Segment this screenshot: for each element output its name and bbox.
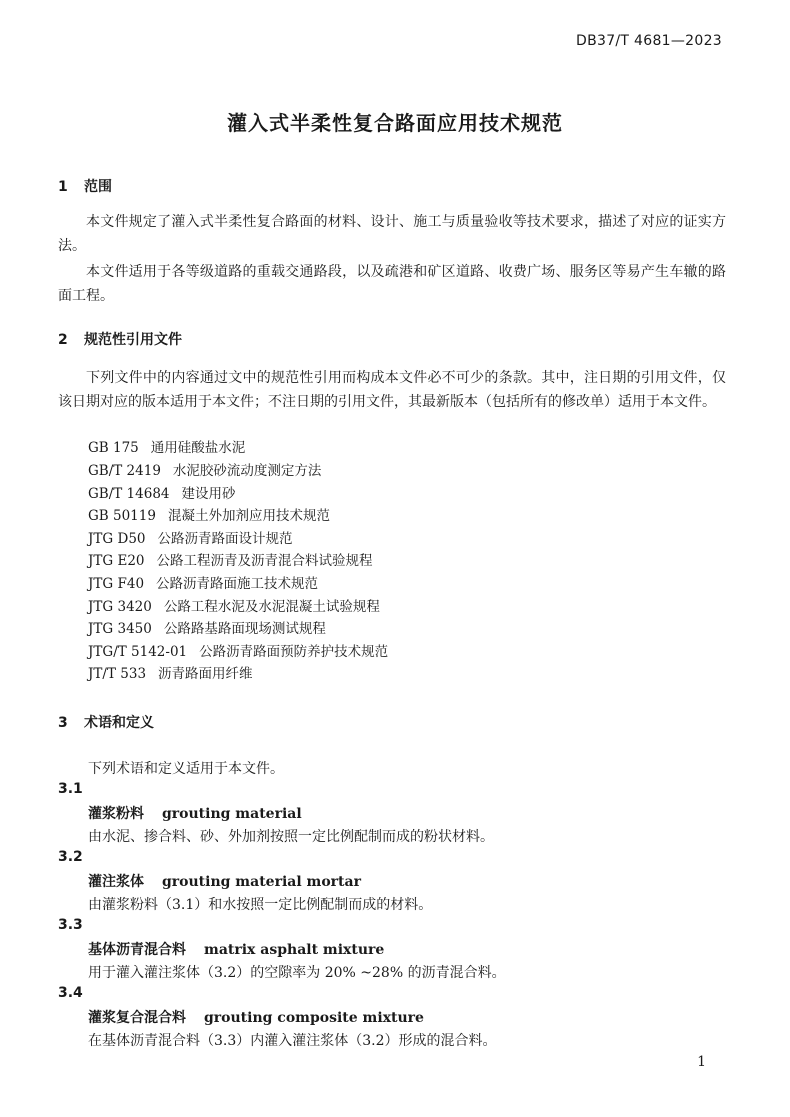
reference-name: 公路工程水泥及水泥混凝土试验规程 [163, 599, 380, 615]
term-number: 3.4 [58, 985, 83, 1001]
section-number: 1 [58, 179, 68, 195]
term-chinese: 灌浆粉料 [88, 806, 144, 822]
section-3-intro: 下列术语和定义适用于本文件。 [88, 761, 284, 777]
term-english: grouting material mortar [162, 874, 361, 890]
reference-item [88, 663, 253, 685]
document-code: DB37/T 4681—2023 [576, 33, 722, 49]
reference-item [88, 573, 318, 595]
reference-code: JT/T 533 [88, 666, 147, 682]
reference-name: 建设用砂 [181, 486, 236, 502]
term-english: grouting material [162, 806, 302, 822]
reference-code: GB 175 [88, 440, 139, 456]
reference-name: 水泥胶砂流动度测定方法 [172, 463, 322, 479]
page-number: 1 [697, 1054, 706, 1070]
reference-name: 公路沥青路面施工技术规范 [156, 576, 319, 592]
term-chinese: 灌注浆体 [88, 874, 144, 890]
term-chinese: 基体沥青混合料 [88, 942, 186, 958]
reference-code: JTG/T 5142-01 [88, 644, 188, 660]
term-name [88, 1007, 424, 1027]
reference-code: JTG D50 [88, 531, 146, 547]
section-number: 2 [58, 332, 68, 348]
reference-item [88, 596, 380, 618]
reference-code: JTG 3420 [88, 599, 152, 615]
section-title: 规范性引用文件 [84, 332, 182, 348]
reference-item [88, 460, 321, 482]
reference-name: 公路路基路面现场测试规程 [163, 621, 326, 637]
section-title: 范围 [84, 179, 112, 195]
reference-code: GB/T 14684 [88, 486, 170, 502]
reference-code: GB 50119 [88, 508, 156, 524]
reference-name: 公路沥青路面预防养护技术规范 [199, 644, 389, 660]
reference-code: JTG E20 [88, 553, 145, 569]
reference-item [88, 528, 293, 550]
document-title: 灌入式半柔性复合路面应用技术规范 [227, 111, 563, 135]
term-number: 3.1 [58, 781, 83, 797]
term-definition: 在基体沥青混合料（3.3）内灌入灌注浆体（3.2）形成的混合料。 [88, 1033, 497, 1049]
reference-name: 公路工程沥青及沥青混合料试验规程 [156, 553, 373, 569]
reference-code: GB/T 2419 [88, 463, 161, 479]
term-number: 3.2 [58, 849, 83, 865]
section-3-heading [58, 712, 154, 732]
reference-item [88, 641, 388, 663]
section-title: 术语和定义 [84, 715, 154, 731]
reference-name: 公路沥青路面设计规范 [157, 531, 293, 547]
reference-item [88, 437, 245, 459]
section-2-heading [58, 329, 182, 349]
term-english: matrix asphalt mixture [204, 942, 385, 958]
reference-name: 通用硅酸盐水泥 [150, 440, 246, 456]
reference-item [88, 505, 330, 527]
term-definition: 由水泥、掺合料、砂、外加剂按照一定比例配制而成的粉状材料。 [88, 829, 494, 845]
term-name [88, 803, 302, 823]
reference-name: 混凝土外加剂应用技术规范 [167, 508, 330, 524]
term-name [88, 939, 384, 959]
term-english: grouting composite mixture [204, 1010, 424, 1026]
term-name [88, 871, 361, 891]
term-definition: 用于灌入灌注浆体（3.2）的空隙率为 20% ~28% 的沥青混合料。 [88, 965, 506, 981]
section-1-paragraph-1: 本文件规定了灌入式半柔性复合路面的材料、设计、施工与质量验收等技术要求，描述了对应的证实方法。 [58, 214, 726, 254]
term-chinese: 灌浆复合混合料 [88, 1010, 186, 1026]
reference-item [88, 550, 373, 572]
section-1-paragraph-2: 本文件适用于各等级道路的重载交通路段，以及疏港和矿区道路、收费广场、服务区等易产生车辙的路面工程。 [58, 264, 726, 304]
term-definition: 由灌浆粉料（3.1）和水按照一定比例配制而成的材料。 [88, 897, 433, 913]
reference-item [88, 483, 236, 505]
reference-name: 沥青路面用纤维 [158, 666, 253, 682]
reference-item [88, 618, 326, 640]
section-1-heading [58, 176, 112, 196]
section-2-intro: 下列文件中的内容通过文中的规范性引用而构成本文件必不可少的条款。其中，注日期的引用文件，仅该日期对应的版本适用于本文件；不注日期的引用文件，其最新版本（包括所有的修改单）适用于本文件。 [58, 370, 726, 410]
reference-code: JTG F40 [88, 576, 145, 592]
section-number: 3 [58, 715, 68, 731]
reference-code: JTG 3450 [88, 621, 152, 637]
term-number: 3.3 [58, 917, 83, 933]
